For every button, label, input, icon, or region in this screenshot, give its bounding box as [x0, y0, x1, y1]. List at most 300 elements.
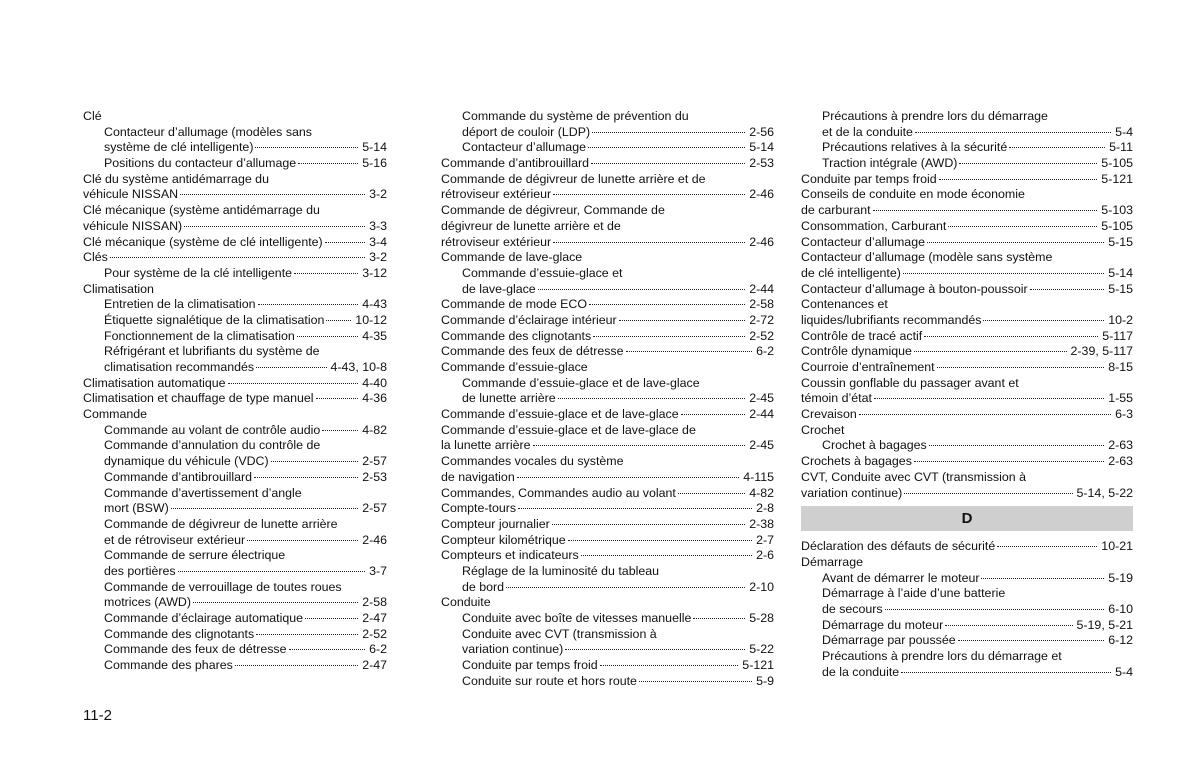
page-reference: 2-57 — [362, 454, 387, 469]
index-entry — [801, 470, 1133, 486]
index-entry — [83, 391, 387, 407]
entry-text: Commande d’annulation du contrôle de — [104, 438, 321, 453]
index-entry — [801, 203, 1133, 219]
entry-text: Climatisation et chauffage de type manuel — [83, 391, 314, 406]
entry-text: Contacteur d’allumage (modèle sans système — [801, 250, 1053, 265]
page-reference: 6-12 — [1108, 633, 1133, 648]
dot-leader — [256, 367, 326, 368]
page-reference: 5-19 — [1108, 570, 1133, 585]
page-reference: 5-121 — [1101, 171, 1133, 186]
dot-leader — [110, 257, 365, 258]
entry-text: Démarrage à l’aide d’une batterie — [822, 586, 1006, 601]
entry-text: Traction intégrale (AWD) — [822, 156, 958, 171]
index-subentry — [801, 125, 1133, 141]
page-reference: 3-4 — [369, 234, 387, 249]
entry-text: Avant de démarrer le moteur — [822, 570, 980, 585]
page-reference: 5-19, 5-21 — [1076, 617, 1133, 632]
entry-text: Commande — [83, 407, 148, 422]
entry-text: Crochets à bagages — [801, 454, 912, 469]
entry-text: rétroviseur extérieur — [441, 187, 552, 202]
entry-text: Conduite — [441, 595, 491, 610]
dot-leader — [592, 132, 745, 133]
entry-text: Clé mécanique (système de clé intelligente) — [83, 234, 323, 249]
index-entry — [441, 329, 774, 345]
page-reference: 2-63 — [1108, 454, 1133, 469]
dot-leader — [305, 618, 358, 619]
index-entry — [441, 360, 774, 376]
page-reference: 3-3 — [369, 218, 387, 233]
dot-leader — [322, 430, 358, 431]
dot-leader — [939, 179, 1098, 180]
dot-leader — [959, 163, 1097, 164]
dot-leader — [904, 493, 1072, 494]
index-entry — [801, 360, 1133, 376]
page-reference: 4-43 — [362, 297, 387, 312]
page-reference: 4-82 — [362, 422, 387, 437]
index-subentry — [441, 282, 774, 298]
index-entry — [83, 203, 387, 219]
entry-text: Commande d’éclairage automatique — [104, 611, 304, 625]
page-reference: 2-47 — [362, 611, 387, 625]
index-entry — [83, 407, 387, 423]
dot-leader — [271, 461, 359, 462]
page-reference: 5-14 — [749, 140, 774, 155]
dot-leader — [289, 649, 366, 650]
page-reference: 2-63 — [1108, 438, 1133, 453]
page-reference: 5-105 — [1101, 218, 1133, 233]
page-reference: 4-35 — [362, 328, 387, 343]
page-reference: 4-43, 10-8 — [330, 360, 387, 374]
page-reference: 2-57 — [362, 501, 387, 516]
index-entry — [801, 172, 1133, 188]
page-reference: 4-40 — [362, 375, 387, 390]
page-reference: 5-117 — [1102, 328, 1133, 343]
entry-text: Commande de dégivreur de lunette arrière — [104, 516, 338, 531]
dot-leader — [506, 587, 745, 588]
entry-text: Réglage de la luminosité du tableau — [462, 563, 660, 578]
index-subentry — [83, 329, 387, 345]
page-reference: 2-7 — [756, 532, 774, 547]
index-entry — [801, 454, 1133, 470]
entry-text: Commande des feux de détresse — [441, 344, 624, 359]
index-subentry — [801, 633, 1133, 649]
page-reference: 3-7 — [369, 563, 387, 578]
entry-text: de carburant — [801, 203, 871, 218]
entry-text: Démarrage du moteur — [822, 617, 944, 632]
index-subentry — [83, 564, 387, 580]
dot-leader — [228, 383, 359, 384]
page-reference: 2-39, 5-117 — [1070, 344, 1133, 359]
dot-leader — [553, 242, 745, 243]
index-entry — [441, 423, 774, 439]
page-reference: 2-46 — [749, 234, 774, 249]
page-reference: 6-10 — [1108, 601, 1133, 616]
index-subentry — [441, 376, 774, 392]
page-reference: 5-14 — [1108, 265, 1133, 280]
dot-leader — [681, 414, 746, 415]
page-reference: 3-12 — [362, 265, 387, 280]
index-subentry — [83, 344, 387, 360]
dot-leader — [927, 242, 1104, 243]
page-reference: 5-16 — [362, 156, 387, 171]
dot-leader — [326, 320, 351, 321]
index-subentry — [83, 548, 387, 564]
entry-text: climatisation recommandés — [104, 360, 255, 374]
page-reference: 3-2 — [369, 250, 387, 265]
index-subentry — [83, 486, 387, 502]
entry-text: Commande de serrure électrique — [104, 548, 286, 563]
page-reference: 5-22 — [749, 642, 774, 657]
entry-text: des portières — [104, 563, 176, 578]
page-reference: 5-103 — [1101, 203, 1133, 218]
page-reference: 4-36 — [362, 391, 387, 406]
entry-text: Commande d’antibrouillard — [104, 469, 253, 484]
entry-text: de bord — [462, 579, 505, 594]
index-entry — [83, 250, 387, 266]
entry-text: Commande du système de prévention du — [462, 109, 689, 123]
entry-text: Commande de mode ECO — [441, 297, 588, 312]
entry-text: Commande d’essuie-glace et — [462, 265, 623, 280]
index-subentry — [441, 674, 774, 690]
dot-leader — [553, 194, 745, 195]
index-entry — [83, 219, 387, 235]
dot-leader — [298, 163, 358, 164]
entry-text: la lunette arrière — [441, 438, 531, 453]
index-subentry — [83, 517, 387, 533]
entry-text: Contacteur d’allumage — [462, 140, 586, 155]
page-reference: 5-15 — [1108, 234, 1133, 249]
dot-leader — [247, 540, 358, 541]
page-reference: 6-3 — [1115, 407, 1133, 422]
entry-text: dégivreur de lunette arrière et de — [441, 218, 621, 233]
index-entry — [441, 313, 774, 329]
page-reference: 2-58 — [749, 297, 774, 312]
dot-leader — [924, 336, 1098, 337]
entry-text: de clé intelligente) — [801, 265, 901, 280]
entry-text: Conduite avec boîte de vitesses manuelle — [462, 611, 692, 625]
index-subentry — [83, 580, 387, 596]
entry-text: Crochet à bagages — [822, 438, 927, 453]
entry-text: Conduite avec CVT (transmission à — [462, 626, 657, 641]
entry-text: Étiquette signalétique de la climatisation — [104, 312, 325, 327]
entry-text: Conseils de conduite en mode économie — [801, 187, 1025, 202]
index-entry — [441, 470, 774, 486]
index-entry — [441, 219, 774, 235]
index-subentry — [83, 627, 387, 643]
index-subentry — [441, 627, 774, 643]
entry-text: Commande d’antibrouillard — [441, 156, 590, 171]
dot-leader — [558, 398, 746, 399]
index-entry — [801, 486, 1133, 502]
index-subentry — [83, 266, 387, 282]
index-entry — [441, 533, 774, 549]
dot-leader — [591, 163, 745, 164]
index-subentry — [441, 642, 774, 658]
dot-leader — [901, 672, 1111, 673]
index-subentry — [83, 642, 387, 658]
index-entry — [801, 297, 1133, 313]
index-subentry — [441, 658, 774, 674]
entry-text: Contrôle de tracé actif — [801, 328, 923, 343]
index-entry — [441, 235, 774, 251]
entry-text: Conduite par temps froid — [801, 171, 937, 186]
entry-text: Clé du système antidémarrage du — [83, 171, 269, 186]
index-entry — [441, 203, 774, 219]
page-reference: 10-12 — [355, 312, 387, 327]
entry-text: Réfrigérant et lubrifiants du système de — [104, 344, 320, 359]
entry-text: Clés — [83, 250, 108, 265]
page-reference: 5-9 — [756, 673, 774, 688]
page-reference: 2-44 — [749, 281, 774, 296]
entry-text: Positions du contacteur d’allumage — [104, 156, 297, 171]
index-entry — [441, 297, 774, 313]
index-subentry — [83, 360, 387, 376]
page-reference: 2-44 — [749, 407, 774, 422]
entry-text: Fonctionnement de la climatisation — [104, 328, 295, 343]
index-entry — [801, 391, 1133, 407]
entry-text: Commandes, Commandes audio au volant — [441, 485, 676, 500]
entry-text: Précautions à prendre lors du démarrage — [822, 109, 1048, 123]
entry-text: Clé — [83, 109, 102, 123]
entry-text: liquides/lubrifiants recommandés — [801, 312, 982, 327]
section-header: D — [801, 506, 1133, 531]
index-entry — [441, 156, 774, 172]
page-reference: 2-46 — [749, 187, 774, 202]
index-subentry — [801, 109, 1133, 125]
dot-leader — [518, 508, 752, 509]
index-subentry — [83, 140, 387, 156]
entry-text: véhicule NISSAN — [83, 187, 179, 202]
index-subentry — [441, 125, 774, 141]
dot-leader — [258, 304, 359, 305]
entry-text: Commande d’essuie-glace et de lave-glace — [441, 407, 679, 422]
dot-leader — [915, 132, 1111, 133]
index-subentry — [801, 140, 1133, 156]
page-reference: 2-45 — [749, 438, 774, 453]
dot-leader — [568, 540, 752, 541]
entry-text: de la conduite — [822, 664, 900, 679]
index-entry — [83, 172, 387, 188]
dot-leader — [929, 445, 1104, 446]
index-entry — [441, 486, 774, 502]
dot-leader — [193, 602, 358, 603]
page-reference: 5-14 — [362, 140, 387, 155]
entry-text: Commande d’essuie-glace — [441, 360, 588, 374]
entry-text: Entretien de la climatisation — [104, 297, 256, 312]
page-reference: 5-4 — [1115, 664, 1133, 679]
dot-leader — [859, 414, 1111, 415]
entry-text: mort (BSW) — [104, 501, 169, 516]
index-entry — [83, 109, 387, 125]
page-reference: 5-4 — [1115, 124, 1133, 139]
index-subentry — [441, 564, 774, 580]
entry-text: Compte-tours — [441, 501, 517, 516]
entry-text: de lave-glace — [462, 281, 536, 296]
entry-text: Commande de dégivreur de lunette arrière et de — [441, 171, 706, 186]
entry-text: variation continue) — [462, 642, 564, 657]
entry-text: Commande d’avertissement d’angle — [104, 485, 302, 500]
dot-leader — [874, 398, 1104, 399]
index-entry — [801, 329, 1133, 345]
page-reference: 2-56 — [749, 124, 774, 139]
entry-text: Courroie d’entraînement — [801, 360, 935, 374]
entry-text: CVT, Conduite avec CVT (transmission à — [801, 469, 1026, 484]
page-number: 11-2 — [83, 707, 112, 724]
page-reference: 2-6 — [756, 548, 774, 563]
dot-leader — [619, 320, 746, 321]
index-subentry — [83, 454, 387, 470]
index-subentry — [83, 501, 387, 517]
entry-text: Commandes vocales du système — [441, 454, 624, 469]
dot-leader — [235, 665, 358, 666]
index-entry — [83, 282, 387, 298]
page-reference: 2-8 — [756, 501, 774, 516]
page-reference: 2-45 — [749, 391, 774, 406]
index-entry — [83, 376, 387, 392]
page-reference: 6-2 — [756, 344, 774, 359]
index-entry — [441, 172, 774, 188]
index-entry — [801, 407, 1133, 423]
entry-text: Commande des clignotants — [441, 328, 592, 343]
index-subentry — [801, 649, 1133, 665]
index-entry — [801, 423, 1133, 439]
index-column-3 — [801, 109, 1133, 680]
dot-leader — [678, 493, 745, 494]
dot-leader — [885, 609, 1105, 610]
index-subentry — [441, 140, 774, 156]
entry-text: Commande des clignotants — [104, 626, 255, 641]
entry-text: et de rétroviseur extérieur — [104, 532, 246, 547]
index-entry — [441, 595, 774, 611]
index-entry — [441, 454, 774, 470]
index-subentry — [83, 611, 387, 627]
dot-leader — [256, 634, 358, 635]
dot-leader — [948, 226, 1097, 227]
index-entry — [801, 219, 1133, 235]
entry-text: Contacteur d’allumage — [801, 234, 925, 249]
index-entry — [801, 313, 1133, 329]
dot-leader — [1030, 289, 1105, 290]
page-reference: 5-28 — [749, 611, 774, 625]
page-reference: 2-46 — [362, 532, 387, 547]
page-reference: 1-55 — [1108, 391, 1133, 406]
dot-leader — [254, 477, 358, 478]
entry-text: Commande des feux de détresse — [104, 642, 287, 657]
index-entry — [83, 235, 387, 251]
dot-leader — [294, 273, 358, 274]
index-entry — [801, 235, 1133, 251]
dot-leader — [517, 477, 740, 478]
index-entry — [441, 187, 774, 203]
dot-leader — [581, 555, 752, 556]
index-subentry — [801, 602, 1133, 618]
dot-leader — [552, 524, 745, 525]
entry-text: motrices (AWD) — [104, 595, 191, 610]
index-subentry — [801, 156, 1133, 172]
dot-leader — [533, 445, 746, 446]
entry-text: déport de couloir (LDP) — [462, 124, 591, 139]
entry-text: Déclaration des défauts de sécurité — [801, 539, 996, 554]
entry-text: Crochet — [801, 422, 845, 437]
dot-leader — [873, 210, 1098, 211]
page-reference: 5-15 — [1108, 281, 1133, 296]
dot-leader — [1009, 147, 1105, 148]
index-entry — [801, 555, 1133, 571]
entry-text: Commande d’essuie-glace et de lave-glace — [462, 375, 700, 390]
page-reference: 4-115 — [743, 469, 774, 484]
dot-leader — [914, 351, 1067, 352]
index-entry — [441, 548, 774, 564]
entry-text: Commande de verrouillage de toutes roues — [104, 579, 342, 594]
entry-text: rétroviseur extérieur — [441, 234, 552, 249]
index-subentry — [83, 595, 387, 611]
entry-text: Climatisation automatique — [83, 375, 226, 390]
entry-text: Crevaison — [801, 407, 857, 422]
entry-text: de navigation — [441, 469, 515, 484]
entry-text: Démarrage — [801, 554, 863, 569]
dot-leader — [626, 351, 753, 352]
index-entry — [801, 250, 1133, 266]
page-reference: 8-15 — [1108, 360, 1133, 374]
entry-text: variation continue) — [801, 485, 903, 500]
dot-leader — [297, 336, 358, 337]
dot-leader — [958, 640, 1105, 641]
dot-leader — [316, 398, 359, 399]
entry-text: Précautions relatives à la sécurité — [822, 140, 1008, 155]
entry-text: dynamique du véhicule (VDC) — [104, 454, 269, 469]
index-subentry — [441, 580, 774, 596]
page-reference: 4-82 — [749, 485, 774, 500]
page-reference: 5-105 — [1101, 156, 1133, 171]
page-reference: 2-38 — [749, 516, 774, 531]
page-reference: 2-53 — [362, 469, 387, 484]
entry-text: Contacteur d’allumage à bouton-poussoir — [801, 281, 1028, 296]
dot-leader — [903, 273, 1104, 274]
index-subentry — [83, 533, 387, 549]
page-reference: 2-58 — [362, 595, 387, 610]
dot-leader — [937, 367, 1105, 368]
entry-text: Contenances et — [801, 297, 888, 312]
dot-leader — [981, 578, 1104, 579]
entry-text: Coussin gonflable du passager avant et — [801, 375, 1019, 390]
dot-leader — [565, 649, 745, 650]
index-subentry — [83, 423, 387, 439]
index-subentry — [83, 313, 387, 329]
dot-leader — [945, 625, 1072, 626]
entry-text: système de clé intelligente) — [104, 140, 254, 155]
entry-text: de lunette arrière — [462, 391, 556, 406]
page-reference: 2-47 — [362, 658, 387, 673]
index-subentry — [441, 611, 774, 627]
entry-text: Commande des phares — [104, 658, 233, 673]
index-entry — [441, 250, 774, 266]
index-subentry — [441, 391, 774, 407]
index-column-1 — [83, 109, 387, 674]
entry-text: Démarrage par poussée — [822, 633, 956, 648]
entry-text: Compteur kilométrique — [441, 532, 566, 547]
page-reference: 10-2 — [1108, 312, 1133, 327]
entry-text: Pour système de la clé intelligente — [104, 265, 293, 280]
dot-leader — [997, 546, 1097, 547]
index-entry — [441, 501, 774, 517]
index-column-2 — [441, 109, 774, 689]
dot-leader — [588, 147, 745, 148]
dot-leader — [184, 226, 365, 227]
dot-leader — [255, 147, 358, 148]
dot-leader — [914, 461, 1104, 462]
index-subentry — [83, 125, 387, 141]
page-reference: 2-52 — [749, 328, 774, 343]
